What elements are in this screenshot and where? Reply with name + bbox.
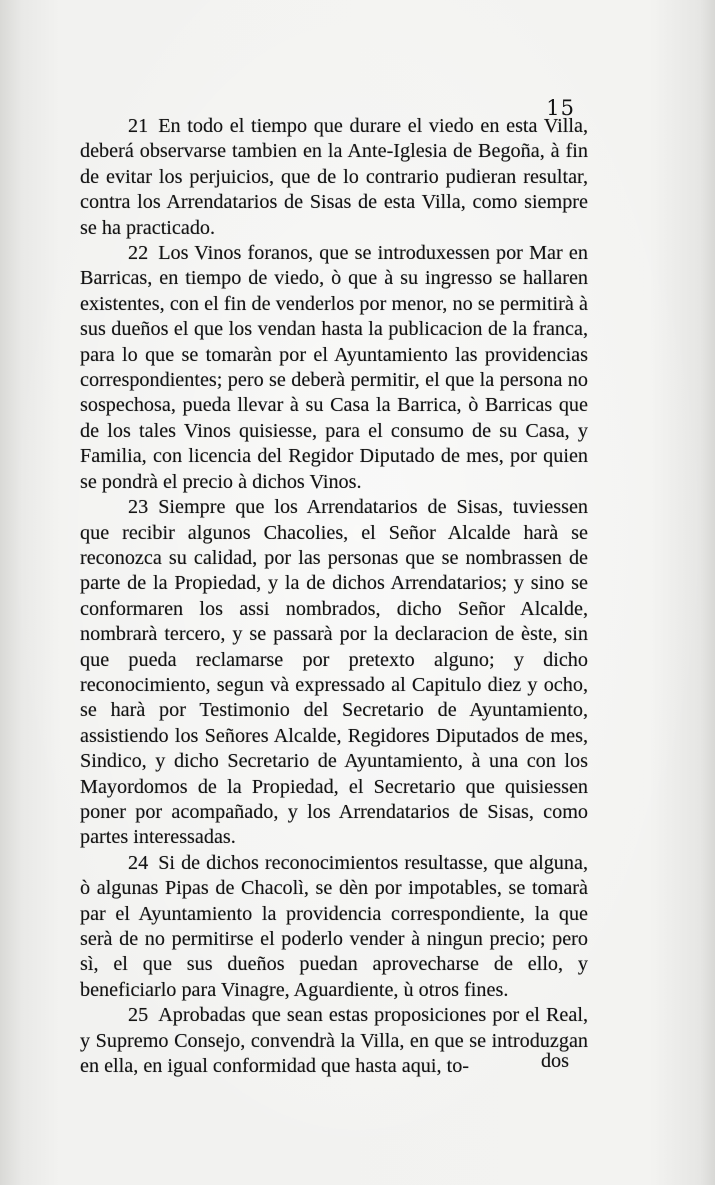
paragraph-text: En todo el tiempo que durare el viedo en esta Villa, deberá observarse tambien en la Ante-Iglesia de Begoña, à fin de evitar los perjuicios, que de lo contrario pudieran resultar, contra los Arrendatarios de Sisas de esta Villa, como siempre se ha practicado. [80,115,588,239]
catchword: dos [540,1050,569,1072]
page-number: 15 [546,96,575,120]
paragraph-21 [80,114,588,241]
paragraph-text: Si de dichos reconocimientos resultasse, que alguna, ò algunas Pipas de Chacolì, se dèn por impotables, se tomarà par el Ayuntamiento la providencia correspondiente, la que serà de no permitirse el poderlo vender à ningun precio; pero sì, el que sus dueños puedan aprovecharse de ello, y beneficiarlo para Vinagre, Aguardiente, ù otros fines. [80,851,588,1001]
paragraph-25 [80,1003,588,1079]
paragraph-number: 23 [128,496,149,519]
paragraph-22 [80,241,588,495]
paragraph-23 [80,495,588,851]
paragraph-text: Los Vinos foranos, que se introduxessen por Mar en Barricas, en tiempo de viedo, ò que à su ingresso se hallaren existentes, con el fin de venderlos por menor, no se permitirà à sus dueños el que los vendan hasta la publicacion de la franca, para lo que se tomaràn por el Ayuntamiento las providencias correspondientes; pero se deberà permitir, el que la persona no sospechosa, pueda llevar à su Casa la Barrica, ò Barricas que de los tales Vinos quisiesse, para el consumo de su Casa, y Familia, con licencia del Regidor Diputado de mes, por quien se pondrà el precio à dichos Vinos. [80,242,588,493]
paragraph-number: 24 [128,851,149,874]
paragraph-24 [80,851,588,1003]
paragraph-number: 22 [128,242,149,265]
paragraph-text: Siempre que los Arrendatarios de Sisas, tuviessen que recibir algunos Chacolies, el Señor Alcalde harà se reconozca su calidad, por las personas que se nombrassen de parte de la Propiedad, y la de dichos Arrendatarios; y sino se conformaren los assi nombrados, dicho Señor Alcalde, nombrarà tercero, y se passarà por la declaracion de èste, sin que pueda reclamarse por pretexto alguno; y dicho reconocimiento, segun và expressado al Capitulo diez y ocho, se harà por Testimonio del Secretario de Ayuntamiento, assistiendo los Señores Alcalde, Regidores Diputados de mes, Sindico, y dicho Secretario de Ayuntamiento, à una con los Mayordomos de la Propiedad, el Secretario que quisiessen poner por acompañado, y los Arrendatarios de Sisas, como partes interessadas. [80,496,588,849]
paragraph-text: Aprobadas que sean estas proposiciones por el Real, y Supremo Consejo, convendrà la Villa, en que se introduzgan en ella, en igual conformidad que hasta aqui, to- [80,1004,588,1078]
body-text [80,114,588,1079]
paragraph-number: 25 [128,1004,149,1027]
paragraph-number: 21 [128,115,149,137]
